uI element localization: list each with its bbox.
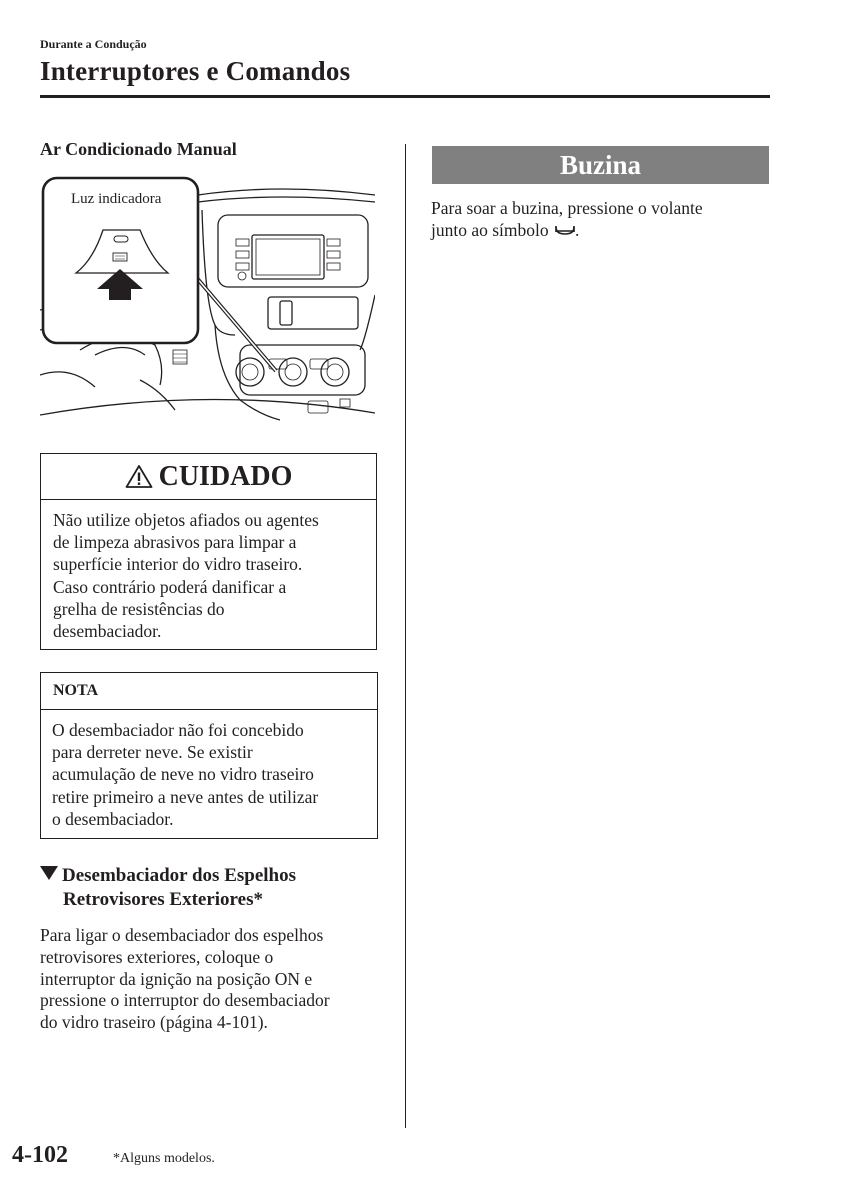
paragraph-line: do vidro traseiro (página 4-101).	[40, 1012, 268, 1033]
caution-line: grelha de resistências do	[53, 598, 225, 619]
caution-header	[41, 454, 376, 500]
caution-box	[40, 453, 377, 650]
paragraph-line: interruptor da ignição na posição ON e	[40, 968, 313, 989]
buzina-title: Buzina	[559, 149, 642, 180]
subsection-paragraph	[40, 925, 390, 1034]
note-line: o desembaciador.	[52, 808, 174, 829]
dashboard-illustration	[40, 175, 375, 430]
paragraph-line: retrovisores exteriores, coloque o	[40, 946, 274, 967]
buzina-line-2-text: junto ao símbolo	[431, 220, 549, 240]
page-number: 4-102	[12, 1142, 68, 1168]
column-divider	[405, 144, 406, 1128]
note-box	[40, 672, 378, 839]
section-label: Durante a Condução	[40, 37, 147, 51]
indicator-light-label: Luz indicadora	[71, 191, 162, 207]
paragraph-line: Para ligar o desembaciador dos espelhos	[40, 925, 324, 945]
note-line: O desembaciador não foi concebido	[52, 720, 304, 740]
note-line: retire primeiro a neve antes de utilizar	[52, 786, 319, 807]
caution-line: desembaciador.	[53, 621, 162, 642]
footnote: *Alguns modelos.	[113, 1151, 215, 1166]
buzina-line-1: Para soar a buzina, pressione o volante	[431, 198, 703, 218]
buzina-line-2	[431, 219, 761, 241]
dashboard-figure	[40, 175, 375, 430]
triangle-bullet-icon	[40, 866, 58, 880]
page-title: Interruptores e Comandos	[40, 56, 351, 86]
note-title: NOTA	[53, 682, 99, 699]
caution-line: superfície interior do vidro traseiro.	[53, 554, 303, 575]
subheading-ar-condicionado: Ar Condicionado Manual	[40, 139, 237, 159]
note-line: para derreter neve. Se existir	[52, 742, 253, 763]
note-header	[41, 673, 377, 710]
buzina-paragraph	[431, 197, 761, 241]
note-text	[52, 719, 374, 830]
caution-title: CUIDADO	[158, 460, 293, 492]
buzina-banner	[432, 146, 769, 184]
warning-triangle-icon	[125, 464, 153, 489]
caution-line: Caso contrário poderá danificar a	[53, 576, 287, 597]
title-rule	[40, 95, 770, 98]
buzina-line-2-end: .	[575, 220, 580, 240]
note-line: acumulação de neve no vidro traseiro	[52, 764, 314, 785]
caution-line: Não utilize objetos afiados ou agentes	[53, 510, 319, 530]
caution-line: de limpeza abrasivos para limpar a	[53, 532, 297, 553]
caution-text	[53, 509, 371, 642]
paragraph-line: pressione o interruptor do desembaciador	[40, 990, 330, 1011]
subsection-title-line2: Retrovisores Exteriores*	[63, 889, 263, 910]
subsection-title-line1: Desembaciador dos Espelhos	[62, 865, 297, 886]
subsection-heading	[40, 864, 296, 888]
horn-icon	[555, 225, 575, 237]
